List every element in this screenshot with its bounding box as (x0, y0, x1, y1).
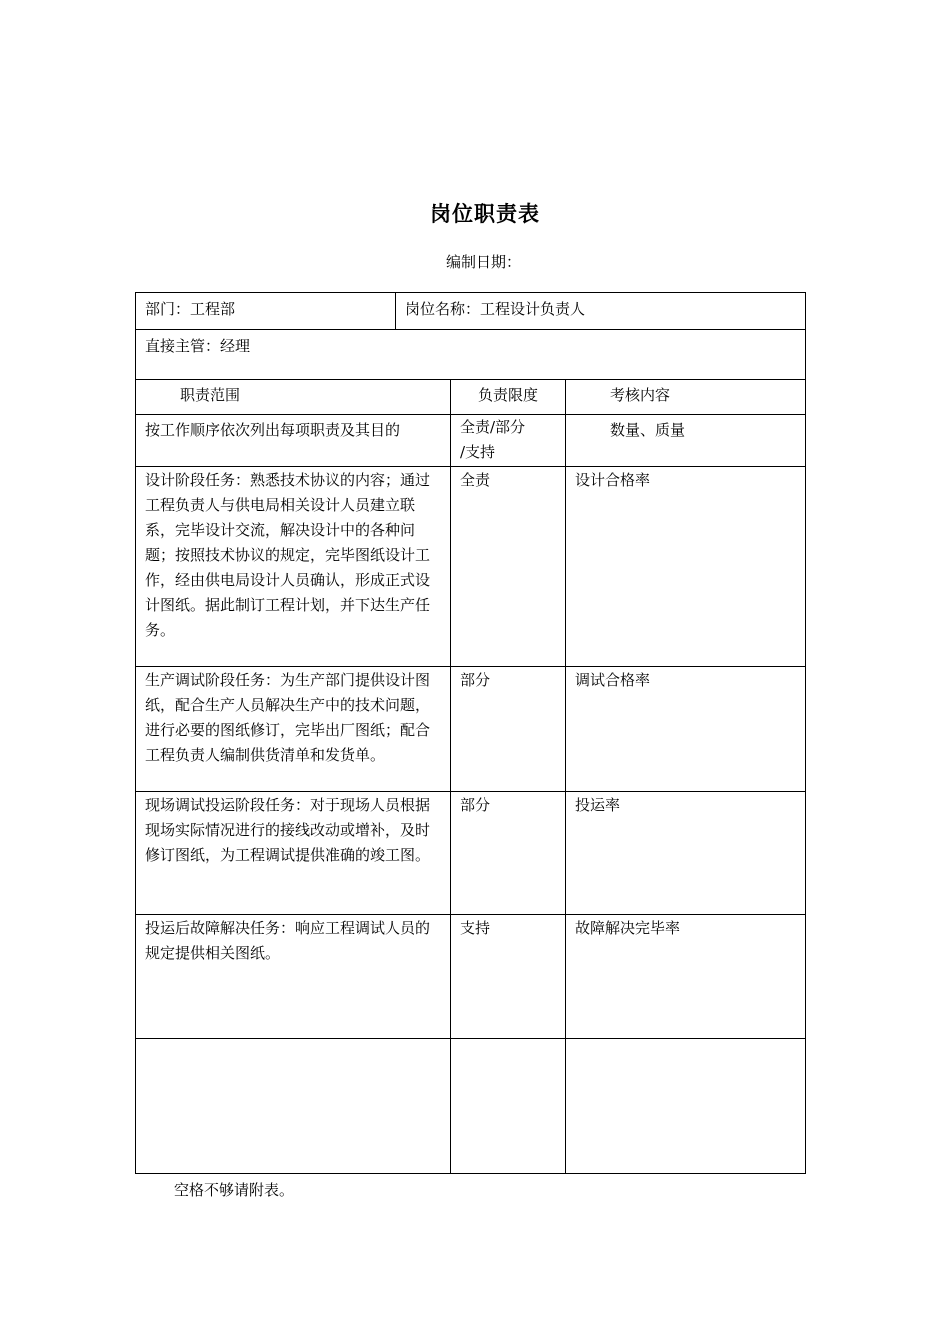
extent-subheader-line1: 全责/部分 (460, 418, 526, 436)
scope-header: 职责范围 (180, 386, 241, 404)
duty-text: 投运后故障解决任务：响应工程调试人员的规定提供相关图纸。 (145, 919, 431, 962)
position-cell (396, 293, 806, 330)
table-row (136, 330, 806, 380)
extent-text: 部分 (460, 671, 491, 689)
footnote: 空格不够请附表。 (174, 1181, 295, 1199)
scope-header-cell (136, 380, 451, 415)
assessment-header: 考核内容 (610, 386, 671, 404)
assessment-subheader: 数量、质量 (610, 421, 686, 439)
extent-subheader-line2: /支持 (460, 443, 496, 461)
extent-cell (451, 792, 566, 915)
extent-text: 支持 (460, 919, 491, 937)
duty-cell (136, 792, 451, 915)
assessment-cell (566, 792, 806, 915)
table-row (136, 293, 806, 330)
assessment-cell (566, 467, 806, 667)
duty-text: 现场调试投运阶段任务：对于现场人员根据现场实际情况进行的接线改动或增补，及时修订图纸，为工程调试提供准确的竣工图。 (145, 796, 431, 864)
table-row (136, 467, 806, 667)
table-row-empty (136, 1039, 806, 1174)
empty-duty-cell[interactable] (136, 1039, 451, 1174)
duty-text: 生产调试阶段任务：为生产部门提供设计图纸，配合生产人员解决生产中的技术问题，进行必要的图纸修订，完毕出厂图纸；配合工程负责人编制供货清单和发货单。 (145, 671, 431, 764)
table-row (136, 380, 806, 415)
duty-table (135, 292, 806, 1174)
table-row (136, 915, 806, 1039)
position-text: 岗位名称：工程设计负责人 (405, 300, 586, 318)
scope-subheader-cell (136, 415, 451, 467)
assessment-text: 调试合格率 (575, 671, 651, 689)
duty-cell (136, 467, 451, 667)
table-row (136, 667, 806, 792)
table-row (136, 792, 806, 915)
assessment-text: 投运率 (575, 796, 621, 814)
extent-text: 全责 (460, 471, 491, 489)
extent-text: 部分 (460, 796, 491, 814)
extent-cell (451, 667, 566, 792)
assessment-cell (566, 915, 806, 1039)
department-text: 部门：工程部 (145, 300, 236, 318)
extent-cell (451, 467, 566, 667)
extent-header-cell (451, 380, 566, 415)
department-cell (136, 293, 396, 330)
duty-cell (136, 915, 451, 1039)
duty-cell (136, 667, 451, 792)
assessment-subheader-cell (566, 415, 806, 467)
supervisor-cell (136, 330, 806, 380)
date-label: 编制日期： (446, 253, 522, 271)
table-row (136, 415, 806, 467)
assessment-cell (566, 667, 806, 792)
assessment-text: 设计合格率 (575, 471, 651, 489)
extent-cell (451, 915, 566, 1039)
assessment-header-cell (566, 380, 806, 415)
extent-header: 负责限度 (477, 386, 538, 404)
empty-extent-cell[interactable] (451, 1039, 566, 1174)
duty-text: 设计阶段任务：熟悉技术协议的内容；通过工程负责人与供电局相关设计人员建立联系，完毕设计交流，解决设计中的各种问题；按照技术协议的规定，完毕图纸设计工作，经由供电局设计人员确认，形成正式设计图纸。据此制订工程计划，并下达生产任务。 (145, 471, 431, 639)
scope-subheader: 按工作顺序依次列出每项职责及其目的 (145, 421, 401, 439)
empty-assessment-cell[interactable] (566, 1039, 806, 1174)
assessment-text: 故障解决完毕率 (575, 919, 681, 937)
extent-subheader (451, 415, 565, 465)
supervisor-text: 直接主管：经理 (145, 337, 251, 355)
extent-subheader-cell (451, 415, 566, 467)
page-title: 岗位职责表 (430, 201, 540, 226)
